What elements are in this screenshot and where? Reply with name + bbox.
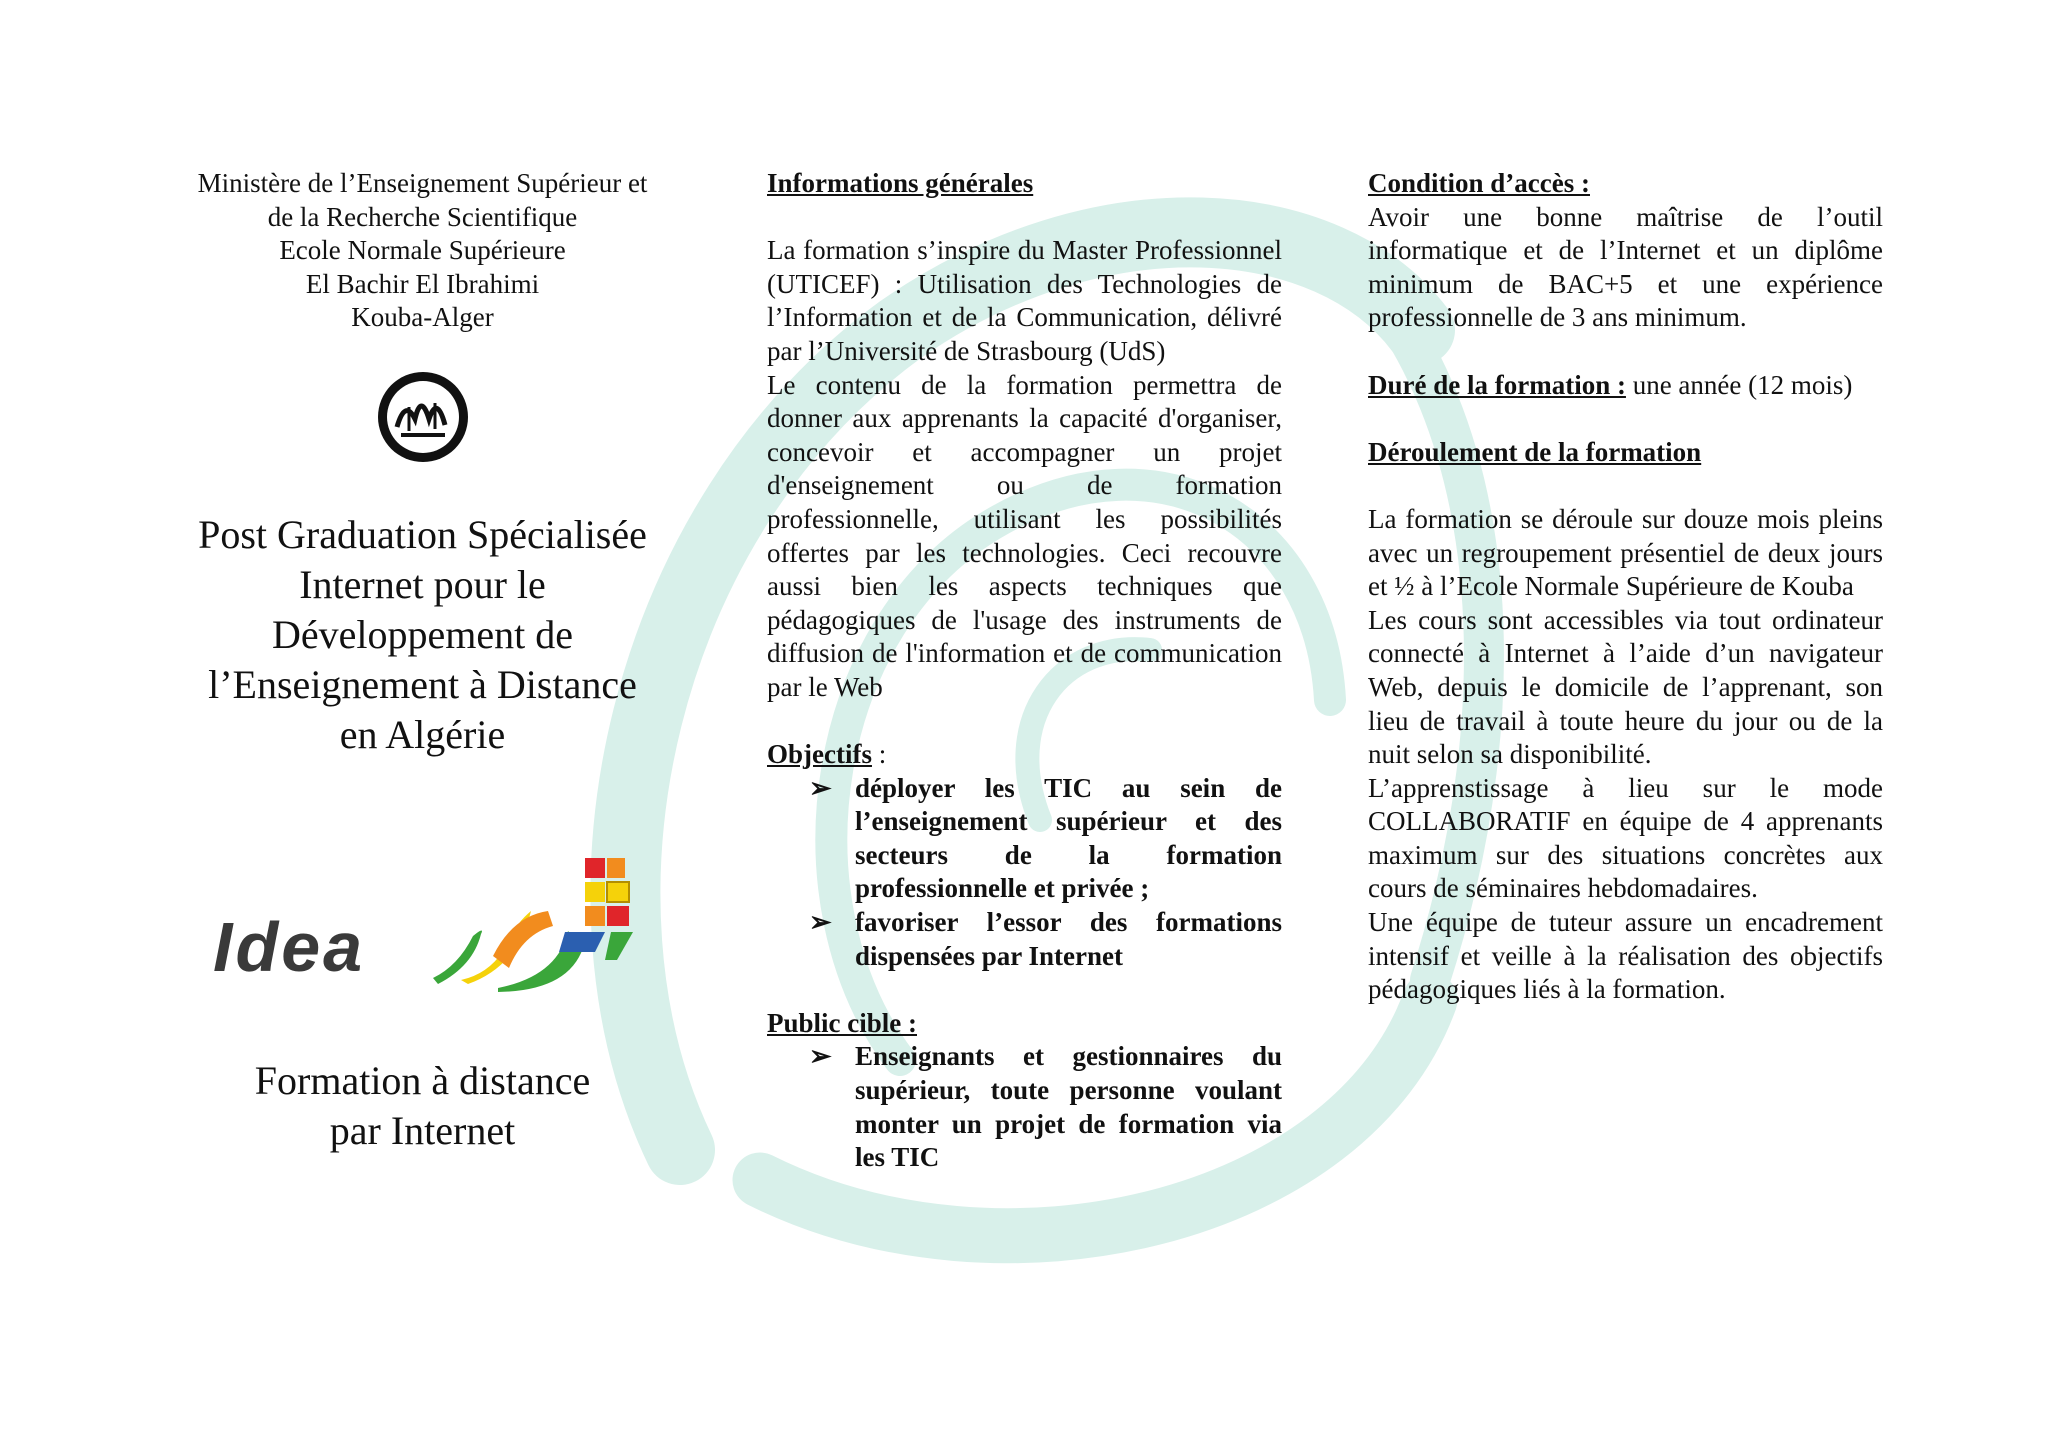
title-line: Développement de	[272, 611, 573, 657]
ministry-line: Ministère de l’Enseignement Supérieur et	[197, 168, 648, 198]
general-info-paragraph: Le contenu de la formation permettra de donner aux apprenants la capacité d'organiser, concevoir et accompagner un projet d'enseignement ou de formation professionnelle, utilisant les possibilités offertes par les technologies. Ceci recouvre aussi bien les aspects techniques que pédagogiques de l'usage des instruments de diffusion de l'information et de communication par le Web	[767, 369, 1282, 702]
duration-text: une année (12 mois)	[1625, 369, 1853, 400]
title-line: Internet pour le	[299, 561, 546, 607]
school-seal-emblem	[375, 369, 471, 465]
general-info-paragraph: La formation s’inspire du Master Professionnel (UTICEF) : Utilisation des Technologies de l’Information et de la Communication, délivré par l’Université de Strasbourg (UdS)	[767, 235, 1282, 366]
idea-logo	[213, 856, 633, 996]
course-paragraph: La formation se déroule sur douze mois pleins avec un regroupement présentiel de deux jours et ½ à l’Ecole Normale Supérieure de Kouba	[1368, 503, 1883, 602]
title-line: en Algérie	[339, 711, 506, 757]
subtitle-line: par Internet	[329, 1107, 516, 1153]
program-title	[170, 510, 675, 760]
arrow-bullet-icon: ➢	[809, 1041, 832, 1072]
ministry-line: de la Recherche Scientifique	[267, 201, 578, 232]
objective-item	[809, 772, 1282, 906]
course-paragraph: L’apprenstissage à lieu sur le mode COLLABORATIF en équipe de 4 apprenants maximum sur des situations concrètes aux cours de séminaires hebdomadaires.	[1368, 772, 1883, 904]
public-list	[767, 1040, 1282, 1174]
objective-text: favoriser l’essor des formations dispensées par Internet	[855, 907, 1282, 971]
title-line: Post Graduation Spécialisée	[198, 511, 647, 557]
course-paragraph: Les cours sont accessibles via tout ordinateur connecté à Internet à l’aide d’un navigateur Web, depuis le domicile de l’apprenant, son lieu de travail à toute heure du jour ou de la nuit selon sa disponibilité.	[1368, 604, 1883, 770]
conditions-column	[1368, 167, 1883, 1007]
delivery-mode	[170, 1056, 675, 1156]
public-item	[809, 1040, 1282, 1174]
course-heading: Déroulement de la formation	[1368, 436, 1702, 467]
duration-heading: Duré de la formation :	[1368, 369, 1626, 400]
ministry-line: El Bachir El Ibrahimi	[305, 268, 540, 299]
public-text: Enseignants et gestionnaires du supérieur, toute personne voulant monter un projet de formation via les TIC	[855, 1041, 1282, 1173]
access-heading: Condition d’accès :	[1368, 168, 1590, 198]
cover-column	[170, 167, 675, 1156]
ministry-block	[170, 167, 675, 335]
logo-text: Idea	[212, 907, 365, 986]
ministry-line: Kouba-Alger	[351, 302, 494, 333]
objectives-colon: :	[871, 739, 887, 770]
ministry-line: Ecole Normale Supérieure	[279, 235, 566, 266]
objectives-list	[767, 772, 1282, 974]
objective-item	[809, 906, 1282, 973]
arrow-bullet-icon: ➢	[809, 907, 832, 938]
subtitle-line: Formation à distance	[254, 1057, 591, 1103]
title-line: l’Enseignement à Distance	[208, 661, 637, 707]
arrow-bullet-icon: ➢	[809, 772, 832, 803]
general-info-column	[767, 167, 1282, 1175]
duration-line	[1368, 369, 1883, 403]
general-info-heading: Informations générales	[767, 168, 1034, 198]
objectives-heading: Objectifs	[767, 739, 872, 770]
objectives-line	[767, 738, 1282, 772]
objective-text: déployer les TIC au sein de l’enseignement supérieur et des secteurs de la formation professionnelle et privée ;	[855, 772, 1282, 904]
access-text: Avoir une bonne maîtrise de l’outil informatique et de l’Internet et un diplôme minimum de BAC+5 et une expérience professionnelle de 3 ans minimum.	[1368, 201, 1883, 333]
course-paragraph: Une équipe de tuteur assure un encadrement intensif et veille à la réalisation des objectifs pédagogiques liés à la formation.	[1368, 907, 1883, 1005]
public-heading: Public cible :	[767, 1007, 917, 1038]
